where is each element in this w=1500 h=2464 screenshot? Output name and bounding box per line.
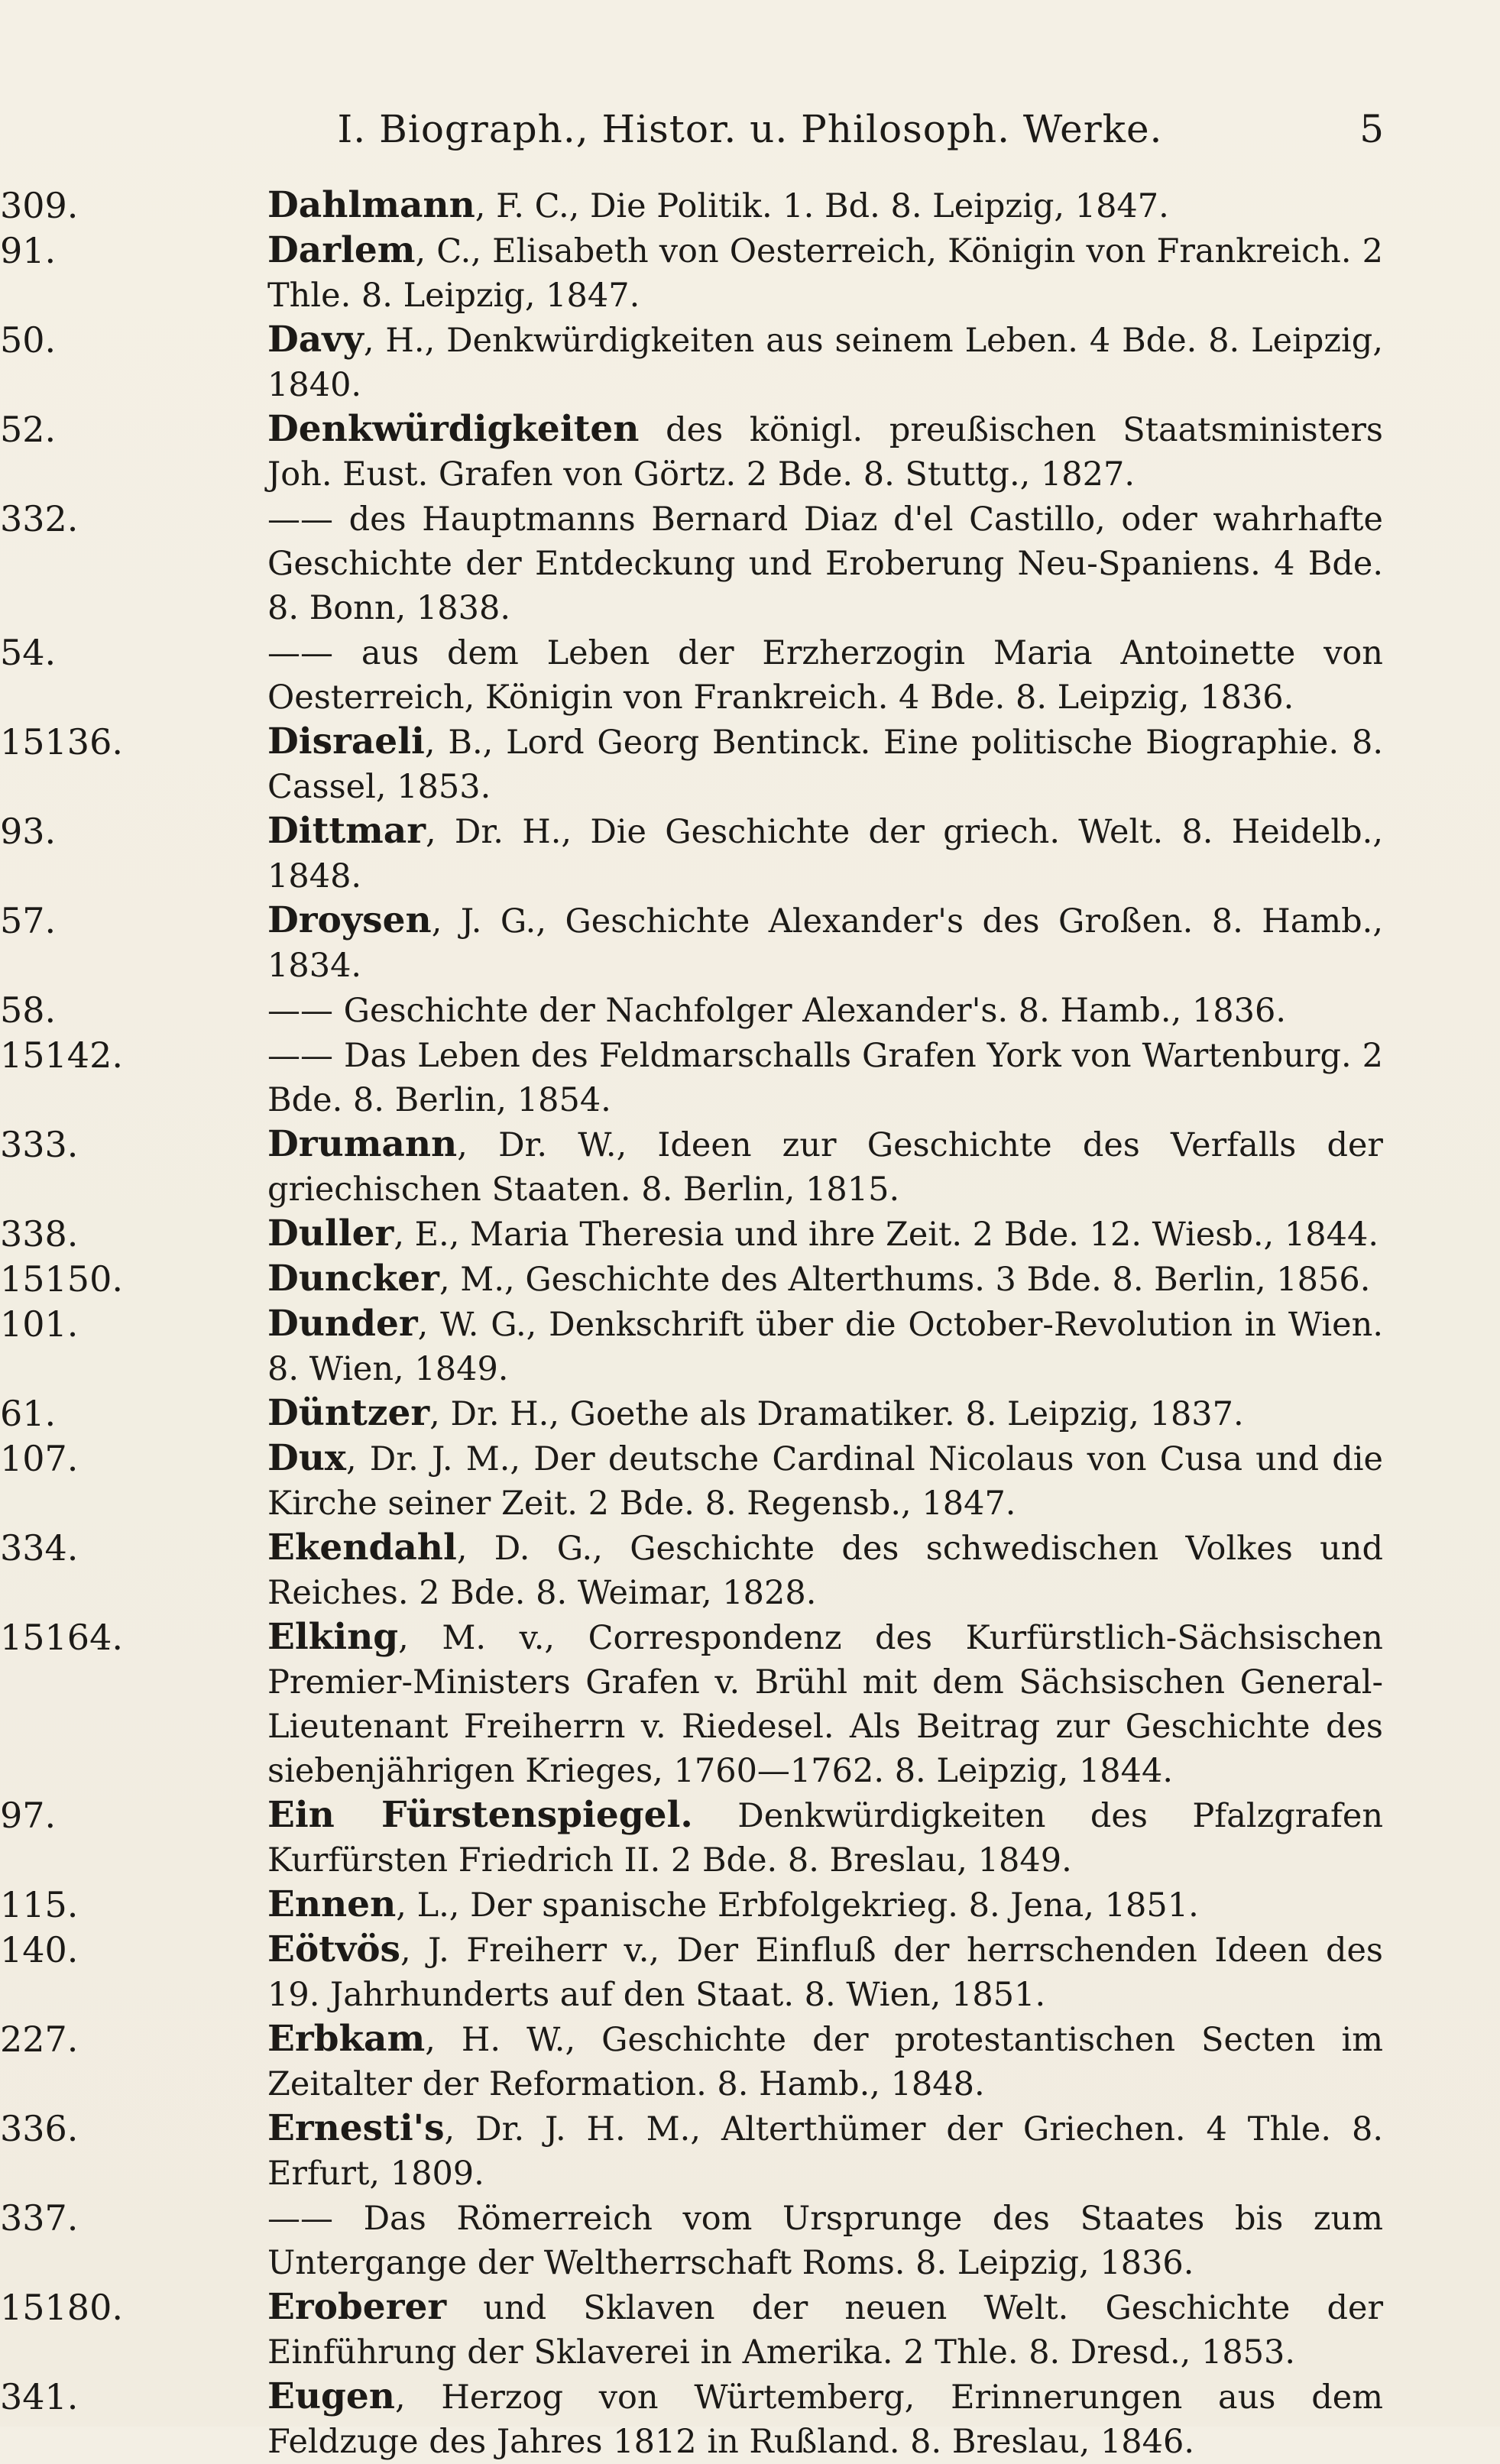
entry-number: 337. xyxy=(0,2197,79,2239)
entry-name: Dunder xyxy=(267,1303,418,1345)
entry-text: , E., Maria Theresia und ihre Zeit. 2 Bde. 12. Wiesb., 1844. xyxy=(394,1216,1379,1254)
catalog-entry xyxy=(0,2106,1500,2196)
entry-number: 333. xyxy=(0,1124,79,1165)
entry-number: 50. xyxy=(0,319,57,361)
catalog-entry xyxy=(0,1302,1500,1391)
entry-text: , J. G., Geschichte Alexander's des Großen. 8. Hamb., 1834. xyxy=(267,902,1383,985)
entry-name: Erbkam xyxy=(267,2018,426,2060)
entry-text: , Dr. H., Goethe als Dramatiker. 8. Leipzig, 1837. xyxy=(429,1395,1244,1433)
entry-name: Davy xyxy=(267,319,364,361)
entry-name: Disraeli xyxy=(267,720,425,763)
entry-name: Duncker xyxy=(267,1258,439,1300)
entry-text: —— Das Leben des Feldmarschalls Grafen York von Wartenburg. 2 Bde. 8. Berlin, 1854. xyxy=(267,1037,1383,1119)
entry-number: 93. xyxy=(0,811,57,852)
catalog-entry xyxy=(0,407,1500,497)
catalog-entry xyxy=(0,1928,1500,2017)
entry-number: 52. xyxy=(0,409,57,450)
catalog-entry xyxy=(0,1391,1500,1436)
entry-name: Dahlmann xyxy=(267,184,475,226)
entry-text: , H. W., Geschichte der protestantischen Secten im Zeitalter der Reformation. 8. Hamb., 1848. xyxy=(267,2021,1383,2103)
entry-text: , W. G., Denkschrift über die October-Revolution in Wien. 8. Wien, 1849. xyxy=(267,1306,1383,1388)
catalog-entry xyxy=(0,809,1500,899)
entry-number: 57. xyxy=(0,900,57,941)
entry-number: 97. xyxy=(0,1795,57,1836)
catalog-entry xyxy=(0,1615,1500,1793)
entry-number: 54. xyxy=(0,632,57,673)
entry-name: Dittmar xyxy=(267,810,426,852)
entry-number: 58. xyxy=(0,989,57,1031)
entry-number: 341. xyxy=(0,2376,79,2417)
catalog-entry xyxy=(0,1122,1500,1212)
page-number: 5 xyxy=(1359,107,1384,151)
catalog-entries xyxy=(0,183,1500,2464)
catalog-entry xyxy=(0,2196,1500,2285)
entry-text: , M., Geschichte des Alterthums. 3 Bde. 8. Berlin, 1856. xyxy=(439,1261,1371,1299)
entry-number: 15150. xyxy=(0,1258,123,1300)
entry-number: 61. xyxy=(0,1393,57,1434)
catalog-entry xyxy=(0,1212,1500,1257)
entry-name: Ernesti's xyxy=(267,2107,445,2149)
catalog-entry xyxy=(0,228,1500,318)
entry-number: 334. xyxy=(0,1527,79,1569)
entry-text: Denkwürdigkeiten des Pfalzgrafen Kurfürsten Friedrich II. 2 Bde. 8. Breslau, 1849. xyxy=(267,1797,1384,1880)
entry-name: Duller xyxy=(267,1213,394,1255)
entry-name: Ein Fürstenspiegel. xyxy=(267,1794,693,1836)
entry-text: des königl. preußischen Staatsministers Joh. Eust. Grafen von Görtz. 2 Bde. 8. Stuttg., 1827. xyxy=(267,411,1383,494)
entry-text: , Dr. W., Ideen zur Geschichte des Verfalls der griechischen Staaten. 8. Berlin, 1815. xyxy=(267,1126,1383,1209)
entry-number: 91. xyxy=(0,230,57,271)
entry-text: , Herzog von Würtemberg, Erinnerungen aus dem Feldzuge des Jahres 1812 in Rußland. 8. Breslau, 1846. xyxy=(267,2378,1383,2461)
entry-name: Droysen xyxy=(267,899,432,941)
entry-name: Eroberer xyxy=(267,2286,447,2328)
entry-text: und Sklaven der neuen Welt. Geschichte der Einführung der Sklaverei in Amerika. 2 Thle. 8. Dresd., 1853. xyxy=(267,2289,1383,2372)
catalog-entry xyxy=(0,318,1500,407)
entry-name: Ennen xyxy=(267,1883,397,1925)
catalog-entry xyxy=(0,2017,1500,2106)
entry-text: , D. G., Geschichte des schwedischen Volkes und Reiches. 2 Bde. 8. Weimar, 1828. xyxy=(267,1530,1383,1612)
entry-number: 15164. xyxy=(0,1617,123,1658)
entry-text: —— des Hauptmanns Bernard Diaz d'el Castillo, oder wahrhafte Geschichte der Entdeckung und Eroberung Neu-Spaniens. 4 Bde. 8. Bonn, 1838. xyxy=(267,500,1383,627)
entry-text: , Dr. J. M., Der deutsche Cardinal Nicolaus von Cusa und die Kirche seiner Zeit. 2 Bde. 8. Regensb., 1847. xyxy=(267,1440,1383,1523)
entry-text: , B., Lord Georg Bentinck. Eine politische Biographie. 8. Cassel, 1853. xyxy=(267,724,1383,806)
catalog-entry xyxy=(0,1793,1500,1883)
entry-text: , J. Freiherr v., Der Einfluß der herrschenden Ideen des 19. Jahrhunderts auf den Staat. 8. Wien, 1851. xyxy=(267,1931,1383,2014)
entry-number: 115. xyxy=(0,1884,79,1925)
catalog-entry xyxy=(0,497,1500,630)
entry-text: , H., Denkwürdigkeiten aus seinem Leben. 4 Bde. 8. Leipzig, 1840. xyxy=(267,322,1383,404)
entry-name: Düntzer xyxy=(267,1392,430,1434)
entry-number: 336. xyxy=(0,2108,79,2149)
catalog-entry xyxy=(0,1526,1500,1615)
entry-number: 140. xyxy=(0,1929,79,1970)
entry-number: 309. xyxy=(0,185,79,226)
catalog-entry xyxy=(0,1883,1500,1928)
entry-name: Eugen xyxy=(267,2375,395,2417)
entry-name: Ekendahl xyxy=(267,1527,457,1569)
entry-name: Denkwürdigkeiten xyxy=(267,408,640,450)
entry-text: , Dr. H., Die Geschichte der griech. Welt. 8. Heidelb., 1848. xyxy=(267,813,1383,895)
catalog-entry xyxy=(0,1257,1500,1302)
entry-number: 15142. xyxy=(0,1034,123,1076)
entry-number: 227. xyxy=(0,2019,79,2060)
catalog-entry xyxy=(0,1033,1500,1122)
entry-number: 332. xyxy=(0,498,79,539)
catalog-entry xyxy=(0,2375,1500,2464)
catalog-entry xyxy=(0,2285,1500,2375)
entry-text: , M. v., Correspondenz des Kurfürstlich-Sächsischen Premier-Ministers Grafen v. Brühl mit dem Sächsischen General-Lieutenant Freiherrn v. Riedesel. Als Beitrag zur Geschichte des siebenjährigen Krieges, 1760—1762. 8. Leipzig, 1844. xyxy=(267,1619,1383,1790)
catalog-entry xyxy=(0,988,1500,1033)
entry-name: Dux xyxy=(267,1437,346,1479)
catalog-entry xyxy=(0,630,1500,720)
entry-number: 107. xyxy=(0,1438,79,1479)
catalog-entry xyxy=(0,1436,1500,1526)
entry-number: 15180. xyxy=(0,2287,123,2328)
entry-text: —— Geschichte der Nachfolger Alexander's. 8. Hamb., 1836. xyxy=(267,992,1287,1030)
catalog-entry xyxy=(0,899,1500,988)
entry-name: Drumann xyxy=(267,1123,458,1165)
running-header xyxy=(0,107,1500,160)
entry-text: —— Das Römerreich vom Ursprunge des Staates bis zum Untergange der Weltherrschaft Roms. 8. Leipzig, 1836. xyxy=(267,2200,1383,2282)
entry-number: 15136. xyxy=(0,721,123,763)
entry-text: , F. C., Die Politik. 1. Bd. 8. Leipzig, 1847. xyxy=(475,187,1169,225)
catalog-entry xyxy=(0,183,1500,228)
entry-name: Eötvös xyxy=(267,1928,401,1970)
entry-text: —— aus dem Leben der Erzherzogin Maria Antoinette von Oesterreich, Königin von Frankreich. 4 Bde. 8. Leipzig, 1836. xyxy=(267,634,1383,717)
entry-name: Elking xyxy=(267,1616,399,1658)
entry-text: , C., Elisabeth von Oesterreich, Königin von Frankreich. 2 Thle. 8. Leipzig, 1847. xyxy=(267,232,1383,315)
running-title: I. Biograph., Histor. u. Philosoph. Werke. xyxy=(337,107,1163,151)
entry-number: 101. xyxy=(0,1303,79,1345)
entry-name: Darlem xyxy=(267,229,416,271)
entry-number: 338. xyxy=(0,1213,79,1255)
entry-text: , Dr. J. H. M., Alterthümer der Griechen. 4 Thle. 8. Erfurt, 1809. xyxy=(267,2110,1383,2193)
catalog-entry xyxy=(0,720,1500,809)
entry-text: , L., Der spanische Erbfolgekrieg. 8. Jena, 1851. xyxy=(396,1886,1199,1925)
